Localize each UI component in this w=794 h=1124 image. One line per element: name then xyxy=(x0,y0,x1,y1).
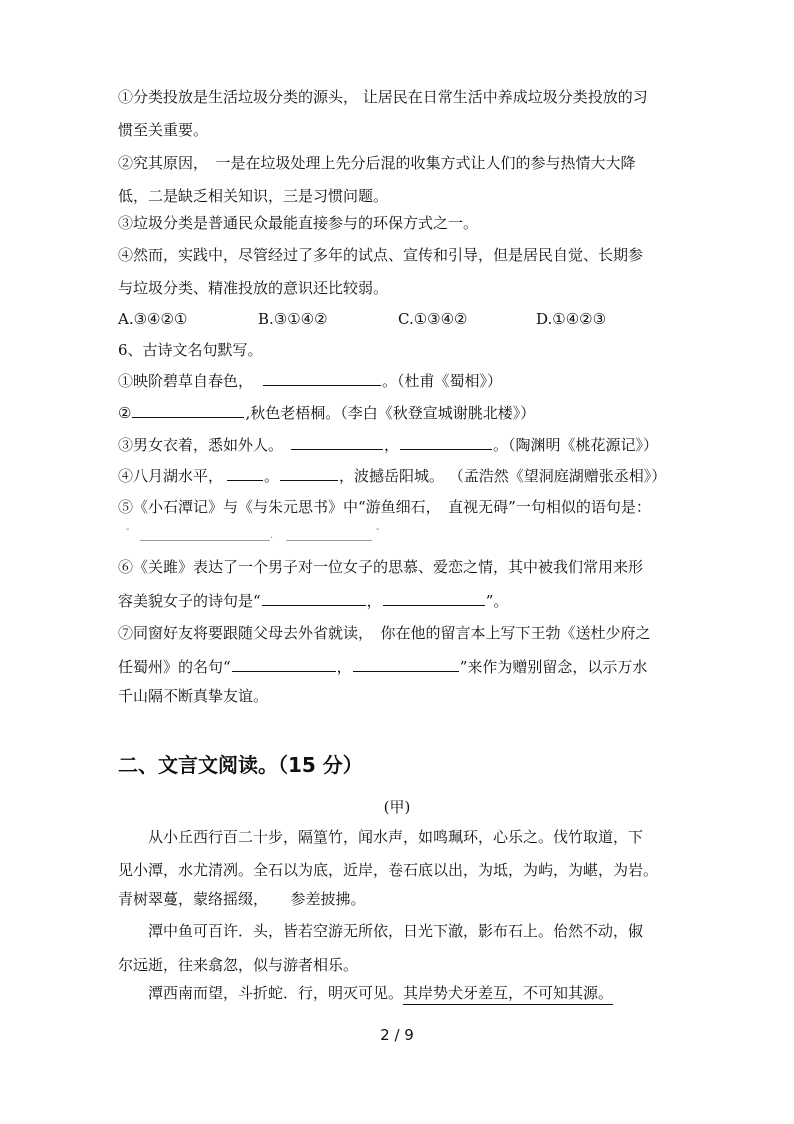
underlined-sentence: 其岸势犬牙差互，不可知其源。 xyxy=(403,984,613,1005)
q6-item-4-prefix: ④八月湖水平， xyxy=(118,467,224,485)
q6-item-7-sep: ， xyxy=(336,658,352,676)
q5-sentence-2-line-2: 低，二是缺乏相关知识，三是习惯问题。 xyxy=(118,187,389,205)
answer-blank[interactable] xyxy=(140,540,270,541)
q6-item-4-sep: 。 xyxy=(264,467,280,485)
passage-paragraph-3-text: 潭西南而望，斗折蛇．行，明灭可见。 xyxy=(148,984,404,1002)
q5-option-b: B.③①④② xyxy=(258,310,328,328)
q6-item-4-suffix: ，波撼岳阳城。 （孟浩然《望洞庭湖赠张丞相》） xyxy=(339,467,667,485)
q6-item-6-prefix: 容美貌女子的诗句是“ xyxy=(118,592,261,610)
q6-item-3-sep: ， xyxy=(384,436,400,454)
q6-item-1 xyxy=(118,370,502,391)
q6-item-7-line-1: ⑦同窗好友将要跟随父母去外省就读， 你在他的留言本上写下王勃《送杜少府之 xyxy=(118,624,651,642)
q6-item-3 xyxy=(118,434,658,455)
blank-marker: - xyxy=(126,524,130,535)
blank-marker: . xyxy=(270,530,274,541)
q6-item-7-prefix: 任蜀州》的名句“ xyxy=(118,658,231,676)
q6-item-7-line-3: 千山隔不断真挚友谊。 xyxy=(118,687,269,705)
q6-title: 6、古诗文名句默写。 xyxy=(118,341,263,359)
q6-item-4 xyxy=(118,465,666,486)
q6-item-7-suffix: ”来作为赠别留念，以示万水 xyxy=(459,658,648,676)
answer-blank[interactable] xyxy=(227,465,263,481)
q6-item-3-prefix: ③男女衣着，悉如外人。 xyxy=(118,436,284,454)
q6-item-6-sep: ， xyxy=(366,592,382,610)
q6-item-5: ⑤《小石潭记》与《与朱元思书》中“游鱼细石， 直视无碍”一句相似的语句是： xyxy=(118,498,651,516)
q6-item-1-suffix: 。（杜甫《蜀相》） xyxy=(382,372,503,390)
q5-sentence-4-line-2: 与垃圾分类、精准投放的意识还比较弱。 xyxy=(118,279,389,297)
q6-item-6-line-1: ⑥《关雎》表达了一个男子对一位女子的思慕、爱恋之情，其中被我们常用来形 xyxy=(118,558,644,576)
answer-blank[interactable] xyxy=(232,656,336,672)
q5-sentence-2-line-1: ②究其原因， 一是在垃圾处理上先分后混的收集方式让人们的参与热情大大降 xyxy=(118,154,636,172)
section-2-title: 二、文言文阅读。（15 分） xyxy=(118,753,363,777)
q5-sentence-4-line-1: ④然而，实践中，尽管经过了多年的试点、宣传和引导，但是居民自觉、长期参 xyxy=(118,246,644,264)
q5-sentence-3: ③垃圾分类是普通民众最能直接参与的环保方式之一。 xyxy=(118,214,479,232)
q6-item-3-suffix: 。（陶渊明《桃花源记》） xyxy=(493,436,659,454)
answer-blank[interactable] xyxy=(286,540,372,541)
q6-item-1-prefix: ①映阶碧草自春色， xyxy=(118,372,254,390)
q6-item-2-suffix: ,秋色老梧桐。（李白《秋登宣城谢朓北楼》） xyxy=(245,404,536,422)
answer-blank[interactable] xyxy=(353,656,459,672)
answer-blank[interactable] xyxy=(280,465,338,481)
q6-item-6-line-2 xyxy=(118,590,508,611)
passage-subtitle: (甲) xyxy=(383,798,411,816)
q6-item-6-suffix: ”。 xyxy=(485,592,509,610)
passage-paragraph-3 xyxy=(148,983,613,1003)
answer-blank[interactable] xyxy=(400,434,492,450)
answer-blank[interactable] xyxy=(132,402,244,418)
blank-marker: - xyxy=(376,524,380,535)
answer-blank[interactable] xyxy=(263,370,381,386)
q5-sentence-1-line-1: ①分类投放是生活垃圾分类的源头， 让居民在日常生活中养成垃圾分类投放的习 xyxy=(118,88,648,106)
passage-paragraph-2-line-2: 尔远逝，往来翕忽，似与游者相乐。 xyxy=(118,956,359,974)
q6-item-7-line-2 xyxy=(118,656,647,677)
q5-option-c: C.①③④② xyxy=(398,310,468,328)
answer-blank[interactable] xyxy=(262,590,366,606)
q6-item-2-prefix: ② xyxy=(118,404,132,422)
q5-option-a: A.③④②① xyxy=(118,310,188,328)
q5-sentence-1-line-2: 惯至关重要。 xyxy=(118,121,209,139)
passage-paragraph-1-line-1: 从小丘西行百二十步，隔篁竹，闻水声，如鸣珮环，心乐之。伐竹取道，下 xyxy=(148,828,644,846)
answer-blank[interactable] xyxy=(383,590,485,606)
passage-paragraph-1-line-2: 见小潭，水尤清冽。全石以为底，近岸，卷石底以出，为坻，为屿，为嵁，为岩。 xyxy=(118,861,659,879)
passage-paragraph-1-line-3: 青树翠蔓，蒙络摇缀， 参差披拂。 xyxy=(118,890,366,908)
page-number: 2 / 9 xyxy=(380,1026,414,1044)
passage-paragraph-2-line-1: 潭中鱼可百许．头，皆若空游无所依，日光下澈，影布石上。佁然不动，俶 xyxy=(148,922,644,940)
answer-blank[interactable] xyxy=(291,434,383,450)
q5-option-d: D.①④②③ xyxy=(536,310,607,328)
q6-item-2 xyxy=(118,402,535,423)
